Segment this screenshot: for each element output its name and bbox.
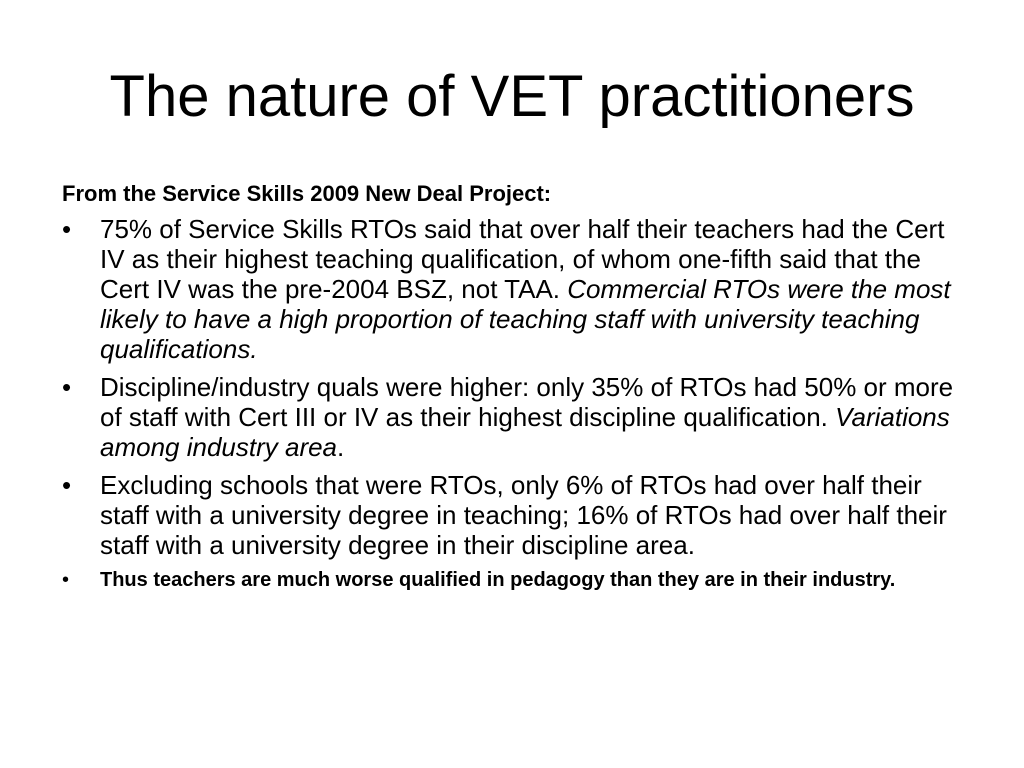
- slide-body: [62, 180, 962, 601]
- bullet-icon: •: [62, 214, 72, 244]
- slide-title: The nature of VET practitioners: [109, 64, 915, 129]
- bullet-icon: •: [62, 470, 72, 500]
- list-item-emphasis: Commercial RTOs were the most likely to have a high proportion of teaching staff with university teaching qualifications.: [100, 274, 951, 364]
- list-item: [62, 470, 962, 560]
- bullet-list: [62, 214, 962, 593]
- list-item-text: 75% of Service Skills RTOs said that over half their teachers had the Cert IV as their highest teaching qualification, of whom one-fifth said that the Cert IV was the pre-2004 BSZ, not TAA.: [100, 214, 945, 304]
- intro-heading: From the Service Skills 2009 New Deal Project:: [62, 181, 552, 206]
- list-item-conclusion: [62, 568, 962, 593]
- list-item-emphasis: Variations among industry area: [100, 402, 950, 462]
- list-item-tail: .: [337, 432, 345, 462]
- list-item-text: Discipline/industry quals were higher: only 35% of RTOs had 50% or more of staff with Cert III or IV as their highest discipline qualification.: [100, 372, 954, 432]
- list-item: [62, 372, 962, 462]
- list-item-text: Excluding schools that were RTOs, only 6% of RTOs had over half their staff with a university degree in teaching; 16% of RTOs had over half their staff with a university degree in their discipline area.: [100, 470, 947, 560]
- bullet-icon: •: [62, 569, 70, 591]
- bullet-icon: •: [62, 372, 72, 402]
- list-item-text: Thus teachers are much worse qualified in pedagogy than they are in their industry.: [100, 569, 896, 591]
- list-item: [62, 214, 962, 364]
